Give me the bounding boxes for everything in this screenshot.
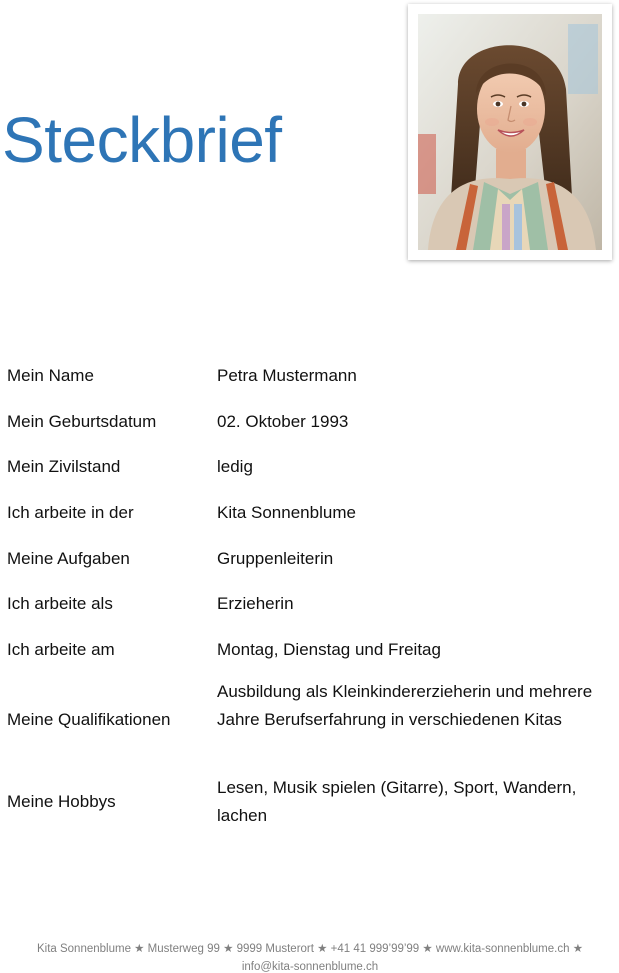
profile-row-label: Ich arbeite am — [7, 640, 115, 659]
profile-row-label: Mein Name — [7, 366, 94, 385]
profile-row-value: Gruppenleiterin — [217, 549, 334, 568]
profile-photo-frame — [408, 4, 612, 260]
profile-row-label: Meine Qualifikationen — [7, 710, 171, 729]
profile-row-value: Lesen, Musik spielen (Gitarre), Sport, Wandern, lachen — [217, 778, 577, 825]
profile-row-label: Mein Zivilstand — [7, 457, 121, 476]
profile-row-label: Mein Geburtsdatum — [7, 412, 157, 431]
footer-contact: Kita Sonnenblume ★ Musterweg 99 ★ 9999 Musterort ★ +41 41 999’99’99 ★ www.kita-sonnenblume.ch ★ info@kita-sonnenblume.ch — [36, 943, 584, 973]
profile-row-label: Ich arbeite als — [7, 594, 113, 613]
profile-row-value: Erzieherin — [217, 594, 294, 613]
profile-photo — [418, 14, 602, 250]
profile-row-value: Montag, Dienstag und Freitag — [217, 640, 441, 659]
profile-row-value: Petra Mustermann — [217, 366, 357, 385]
profile-row-value: ledig — [217, 457, 253, 476]
page-title: Steckbrief — [2, 104, 282, 176]
profile-row-label: Meine Aufgaben — [7, 549, 130, 568]
profile-row-label: Meine Hobbys — [7, 792, 116, 811]
profile-row-value: 02. Oktober 1993 — [217, 412, 349, 431]
profile-row-value: Kita Sonnenblume — [217, 503, 356, 522]
profile-row-value: Ausbildung als Kleinkindererzieherin und mehrere Jahre Berufserfahrung in verschiedenen Kitas — [217, 682, 593, 729]
profile-row-label: Ich arbeite in der — [7, 503, 134, 522]
